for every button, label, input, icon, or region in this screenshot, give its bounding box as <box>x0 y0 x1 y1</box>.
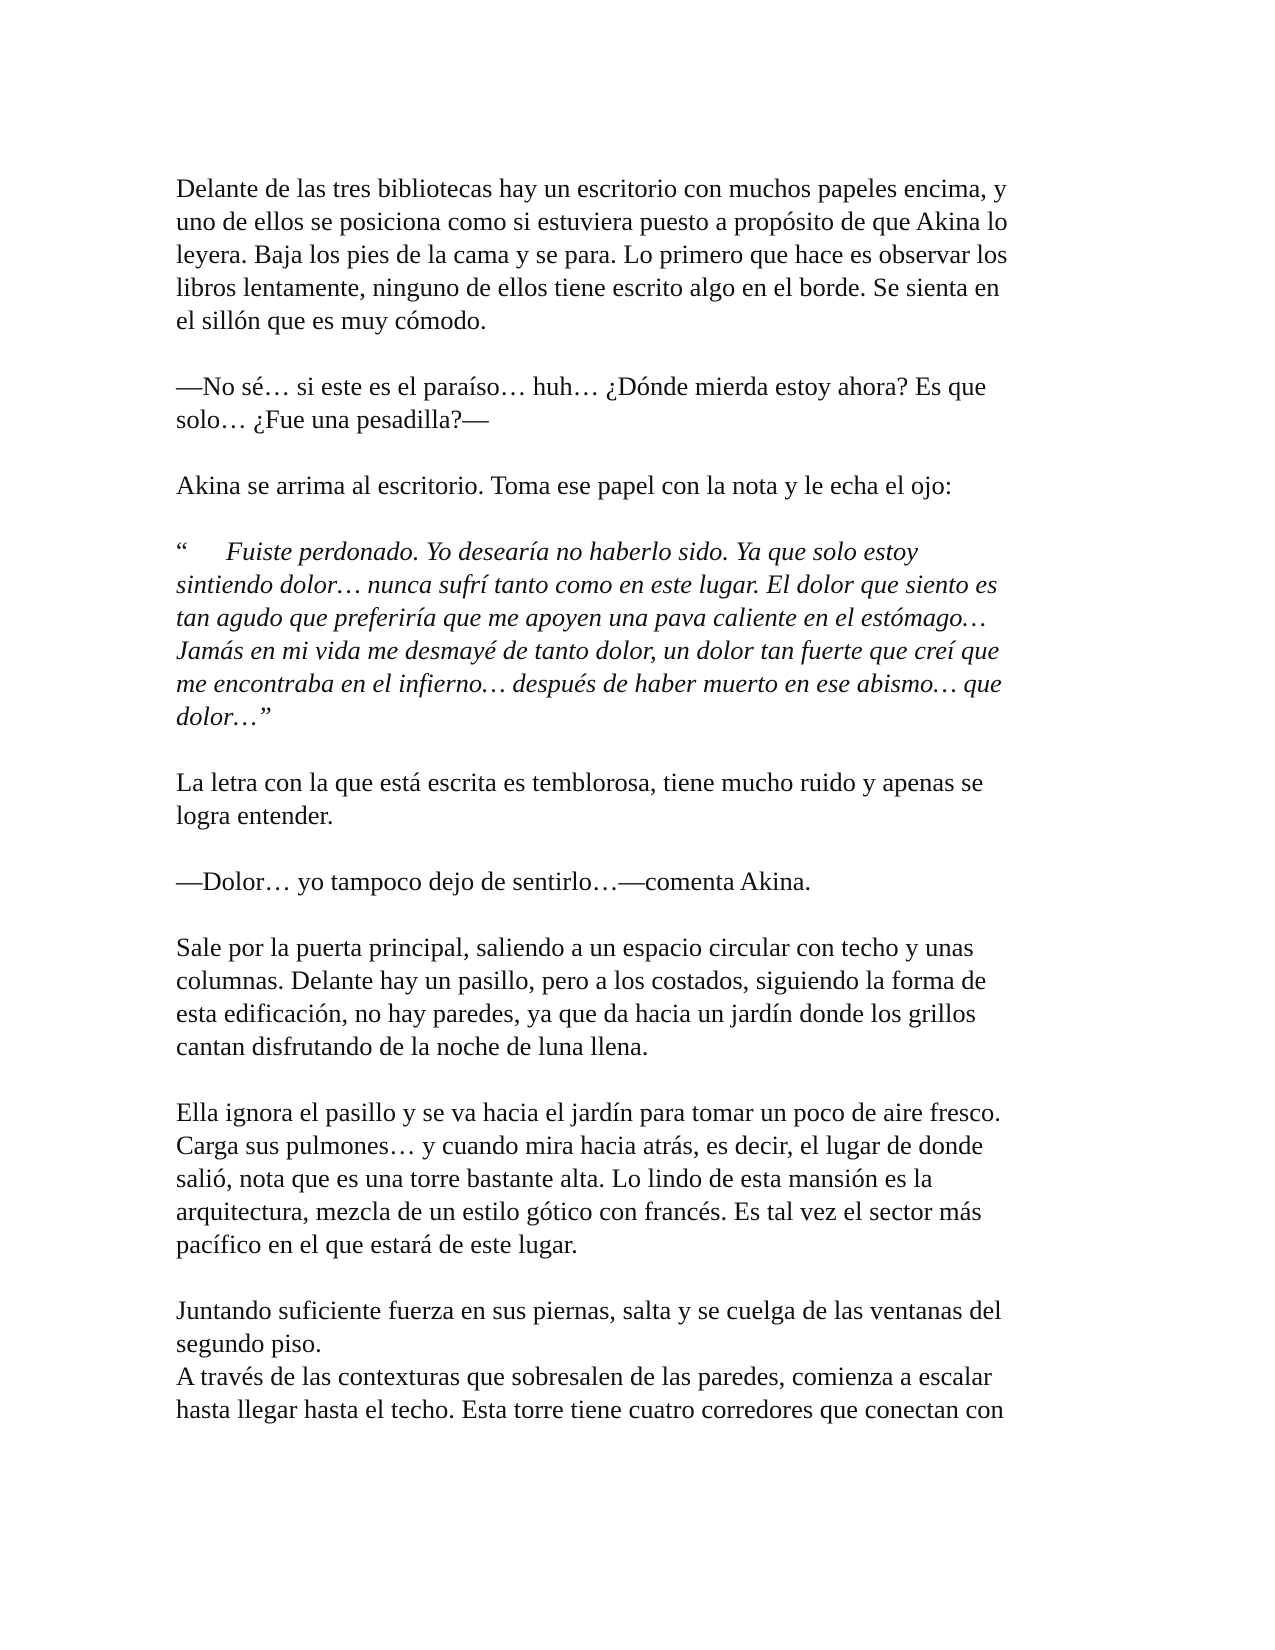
text-line <box>176 568 1096 601</box>
body-paragraph <box>176 370 1096 436</box>
line-text: solo… ¿Fue una pesadilla?— <box>176 404 489 434</box>
text-line <box>176 700 1096 733</box>
line-text: Fuiste perdonado. Yo desearía no haberlo sido. Ya que solo estoy <box>226 536 918 566</box>
text-line <box>176 1360 1096 1393</box>
line-text: tan agudo que preferiría que me apoyen una pava caliente en el estómago… <box>176 602 987 632</box>
text-line <box>176 1096 1096 1129</box>
body-paragraph <box>176 172 1096 337</box>
text-line <box>176 469 1096 502</box>
body-paragraph <box>176 766 1096 832</box>
opening-quote-mark: “ <box>176 536 188 566</box>
line-text: uno de ellos se posiciona como si estuviera puesto a propósito de que Akina lo <box>176 206 1008 236</box>
line-text: Juntando suficiente fuerza en sus piernas, salta y se cuelga de las ventanas del <box>176 1295 1002 1325</box>
text-line <box>176 964 1096 997</box>
text-line <box>176 601 1096 634</box>
body-paragraph <box>176 1096 1096 1261</box>
line-text: A través de las contexturas que sobresalen de las paredes, comienza a escalar <box>176 1361 992 1391</box>
body-paragraph <box>176 1294 1096 1360</box>
line-text: hasta llegar hasta el techo. Esta torre tiene cuatro corredores que conectan con <box>176 1394 1004 1424</box>
text-line <box>176 1162 1096 1195</box>
line-text: Carga sus pulmones… y cuando mira hacia atrás, es decir, el lugar de donde <box>176 1130 984 1160</box>
text-line <box>176 1129 1096 1162</box>
line-text: Sale por la puerta principal, saliendo a un espacio circular con techo y unas <box>176 932 974 962</box>
text-line <box>176 1228 1096 1261</box>
text-line <box>176 1327 1096 1360</box>
text-line <box>176 271 1096 304</box>
line-text: La letra con la que está escrita es temblorosa, tiene mucho ruido y apenas se <box>176 767 984 797</box>
text-line <box>176 931 1096 964</box>
line-text: logra entender. <box>176 800 334 830</box>
text-line <box>176 403 1096 436</box>
line-text: sintiendo dolor… nunca sufrí tanto como en este lugar. El dolor que siento es <box>176 569 998 599</box>
line-text: libros lentamente, ninguno de ellos tiene escrito algo en el borde. Se sienta en <box>176 272 1000 302</box>
line-text: Delante de las tres bibliotecas hay un escritorio con muchos papeles encima, y <box>176 173 1007 203</box>
line-text: —Dolor… yo tampoco dejo de sentirlo…—comenta Akina. <box>176 866 812 896</box>
line-text: segundo piso. <box>176 1328 322 1358</box>
quoted-note-paragraph <box>176 535 1096 733</box>
text-line <box>176 997 1096 1030</box>
text-line <box>176 1195 1096 1228</box>
line-text: esta edificación, no hay paredes, ya que da hacia un jardín donde los grillos <box>176 998 976 1028</box>
text-line <box>176 1294 1096 1327</box>
document-body <box>176 172 1096 1426</box>
line-text: dolor…” <box>176 701 272 731</box>
line-text: Jamás en mi vida me desmayé de tanto dolor, un dolor tan fuerte que creí que <box>176 635 1000 665</box>
line-text: salió, nota que es una torre bastante alta. Lo lindo de esta mansión es la <box>176 1163 933 1193</box>
body-paragraph <box>176 865 1096 898</box>
text-line <box>176 535 1096 568</box>
text-line <box>176 1030 1096 1063</box>
text-line <box>176 799 1096 832</box>
body-paragraph <box>176 931 1096 1063</box>
text-line <box>176 667 1096 700</box>
line-text: columnas. Delante hay un pasillo, pero a los costados, siguiendo la forma de <box>176 965 987 995</box>
text-line <box>176 370 1096 403</box>
text-line <box>176 172 1096 205</box>
text-line <box>176 634 1096 667</box>
line-text: pacífico en el que estará de este lugar. <box>176 1229 578 1259</box>
line-text: —No sé… si este es el paraíso… huh… ¿Dónde mierda estoy ahora? Es que <box>176 371 987 401</box>
line-text: cantan disfrutando de la noche de luna llena. <box>176 1031 649 1061</box>
line-text: Akina se arrima al escritorio. Toma ese papel con la nota y le echa el ojo: <box>176 470 953 500</box>
line-text: leyera. Baja los pies de la cama y se para. Lo primero que hace es observar los <box>176 239 1008 269</box>
text-line <box>176 766 1096 799</box>
line-text: Ella ignora el pasillo y se va hacia el jardín para tomar un poco de aire fresco. <box>176 1097 1001 1127</box>
body-paragraph <box>176 1360 1096 1426</box>
line-text: el sillón que es muy cómodo. <box>176 305 487 335</box>
text-line <box>176 205 1096 238</box>
text-line <box>176 238 1096 271</box>
body-paragraph <box>176 469 1096 502</box>
line-text: arquitectura, mezcla de un estilo gótico con francés. Es tal vez el sector más <box>176 1196 982 1226</box>
text-line <box>176 865 1096 898</box>
text-line <box>176 304 1096 337</box>
line-text: me encontraba en el infierno… después de haber muerto en ese abismo… que <box>176 668 1002 698</box>
text-line <box>176 1393 1096 1426</box>
